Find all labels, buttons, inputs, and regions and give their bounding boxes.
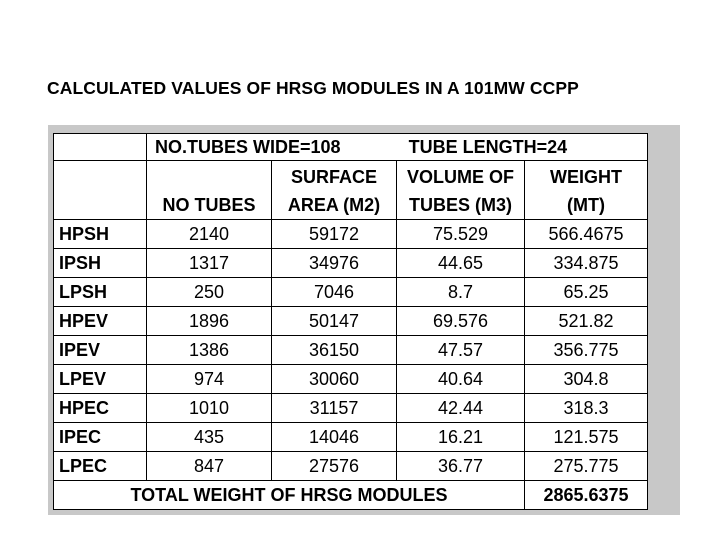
total-row	[54, 481, 648, 510]
weight-cell: 318.3	[525, 394, 648, 423]
no-tubes-cell: 847	[147, 452, 272, 481]
params-cell	[147, 134, 648, 161]
surface-area-cell: 50147	[272, 307, 397, 336]
table-row	[54, 365, 648, 394]
volume-cell: 36.77	[397, 452, 525, 481]
no-tubes-cell: 250	[147, 278, 272, 307]
module-name: IPSH	[54, 249, 147, 278]
surface-area-cell: 31157	[272, 394, 397, 423]
weight-cell: 566.4675	[525, 220, 648, 249]
weight-cell: 304.8	[525, 365, 648, 394]
surface-area-cell: 59172	[272, 220, 397, 249]
col-header-surface-area: SURFACE AREA (M2)	[272, 161, 397, 220]
table-row	[54, 452, 648, 481]
weight-cell: 356.775	[525, 336, 648, 365]
module-name: HPEV	[54, 307, 147, 336]
table-row	[54, 249, 648, 278]
volume-cell: 69.576	[397, 307, 525, 336]
module-name: HPEC	[54, 394, 147, 423]
table-row	[54, 394, 648, 423]
module-name: LPEC	[54, 452, 147, 481]
volume-cell: 40.64	[397, 365, 525, 394]
col-header-no-tubes	[147, 161, 272, 220]
module-name: IPEV	[54, 336, 147, 365]
table-header-row	[54, 161, 648, 220]
total-label: TOTAL WEIGHT OF HRSG MODULES	[54, 481, 525, 510]
weight-cell: 65.25	[525, 278, 648, 307]
surface-area-cell: 14046	[272, 423, 397, 452]
table-row	[54, 307, 648, 336]
no-tubes-cell: 1010	[147, 394, 272, 423]
table-row	[54, 278, 648, 307]
tubes-wide-label: NO.TUBES WIDE=108	[155, 137, 341, 157]
module-name: HPSH	[54, 220, 147, 249]
module-name: LPSH	[54, 278, 147, 307]
module-name: IPEC	[54, 423, 147, 452]
no-tubes-cell: 1317	[147, 249, 272, 278]
weight-cell: 334.875	[525, 249, 648, 278]
hrsg-table	[53, 133, 648, 510]
surface-area-cell: 36150	[272, 336, 397, 365]
volume-cell: 16.21	[397, 423, 525, 452]
surface-area-cell: 34976	[272, 249, 397, 278]
weight-cell: 521.82	[525, 307, 648, 336]
no-tubes-cell: 974	[147, 365, 272, 394]
module-name: LPEV	[54, 365, 147, 394]
table-row	[54, 336, 648, 365]
table-row	[54, 423, 648, 452]
weight-cell: 121.575	[525, 423, 648, 452]
col-header-weight: WEIGHT (MT)	[525, 161, 648, 220]
total-value: 2865.6375	[525, 481, 648, 510]
tube-length-label: TUBE LENGTH=24	[408, 137, 568, 157]
volume-cell: 47.57	[397, 336, 525, 365]
volume-cell: 75.529	[397, 220, 525, 249]
no-tubes-cell: 435	[147, 423, 272, 452]
no-tubes-cell: 2140	[147, 220, 272, 249]
table-row	[54, 220, 648, 249]
volume-cell: 44.65	[397, 249, 525, 278]
weight-cell: 275.775	[525, 452, 648, 481]
surface-area-cell: 7046	[272, 278, 397, 307]
volume-cell: 42.44	[397, 394, 525, 423]
no-tubes-cell: 1896	[147, 307, 272, 336]
no-tubes-cell: 1386	[147, 336, 272, 365]
page-title: CALCULATED VALUES OF HRSG MODULES IN A 101MW CCPP	[47, 78, 579, 98]
col-header-volume: VOLUME OF TUBES (M3)	[397, 161, 525, 220]
surface-area-cell: 27576	[272, 452, 397, 481]
surface-area-cell: 30060	[272, 365, 397, 394]
table-params-row	[54, 134, 648, 161]
volume-cell: 8.7	[397, 278, 525, 307]
no-tubes-header: NO TUBES	[162, 195, 256, 215]
